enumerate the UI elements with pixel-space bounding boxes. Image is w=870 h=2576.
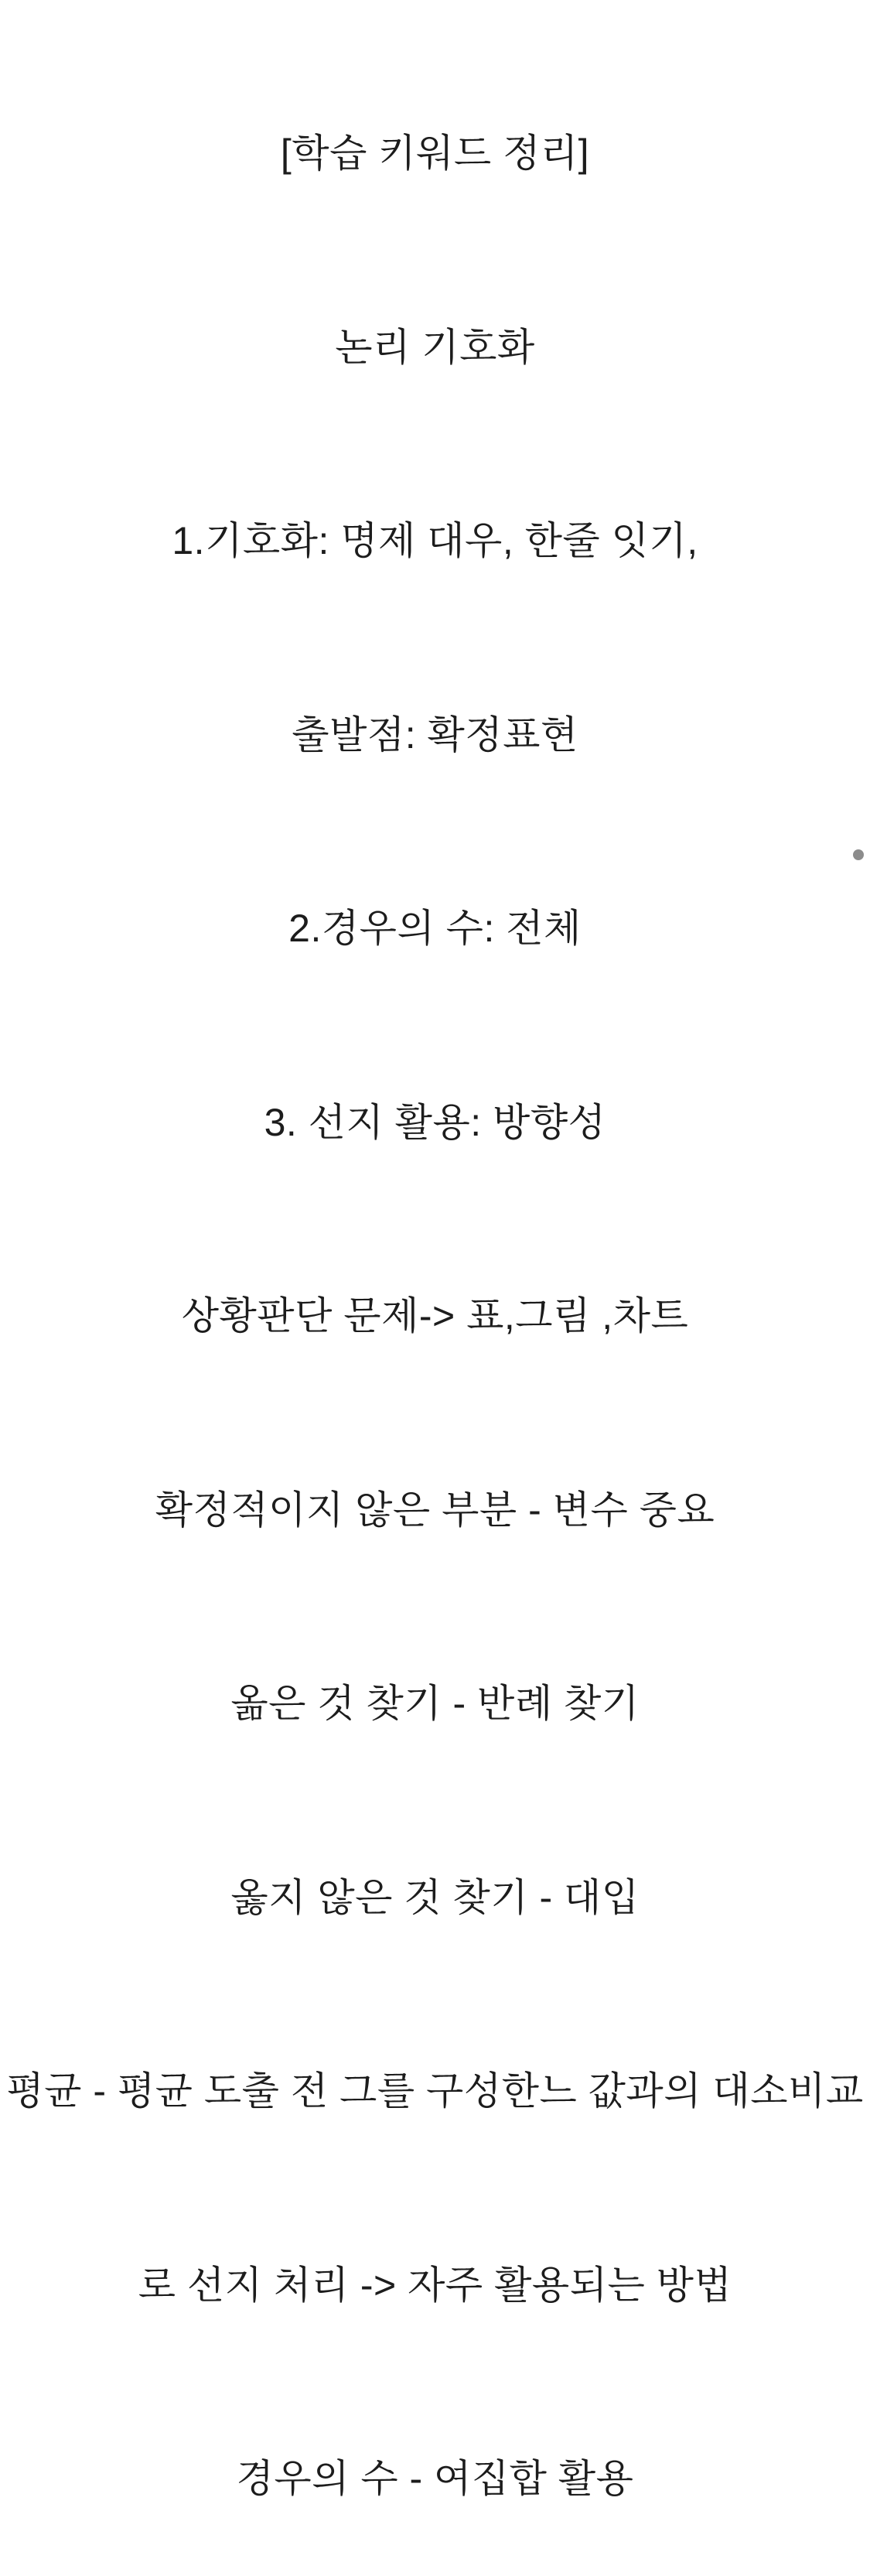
note-title: [학습 키워드 정리] xyxy=(280,132,590,175)
note-line: 확정적이지 않은 부분 - 변수 중요 xyxy=(155,1488,715,1532)
note-line: 옳지 않은 것 찾기 - 대입 xyxy=(230,1875,640,1919)
note-line: 옮은 것 찾기 - 반례 찾기 xyxy=(230,1682,640,1725)
note-line: 논리 기호화 xyxy=(335,325,535,369)
note-line: 로 선지 처리 -> 자주 활용되는 방법 xyxy=(138,2263,732,2307)
note-line: 출발점: 확정표현 xyxy=(292,712,578,757)
note-line: 2.경우의 수: 전체 xyxy=(288,907,582,950)
note-line: 1.기호화: 명제 대우, 한줄 잇기, xyxy=(172,519,698,562)
note-line: 경우의 수 - 여집합 활용 xyxy=(236,2457,634,2500)
corner-dot-icon xyxy=(853,849,864,860)
note-line: 상황판단 문제-> 표,그림 ,차트 xyxy=(181,1294,689,1338)
note-line: 평균 - 평균 도출 전 그를 구성한느 값과의 대소비교 xyxy=(6,2069,864,2113)
note-line: 3. 선지 활용: 방향성 xyxy=(264,1100,606,1144)
